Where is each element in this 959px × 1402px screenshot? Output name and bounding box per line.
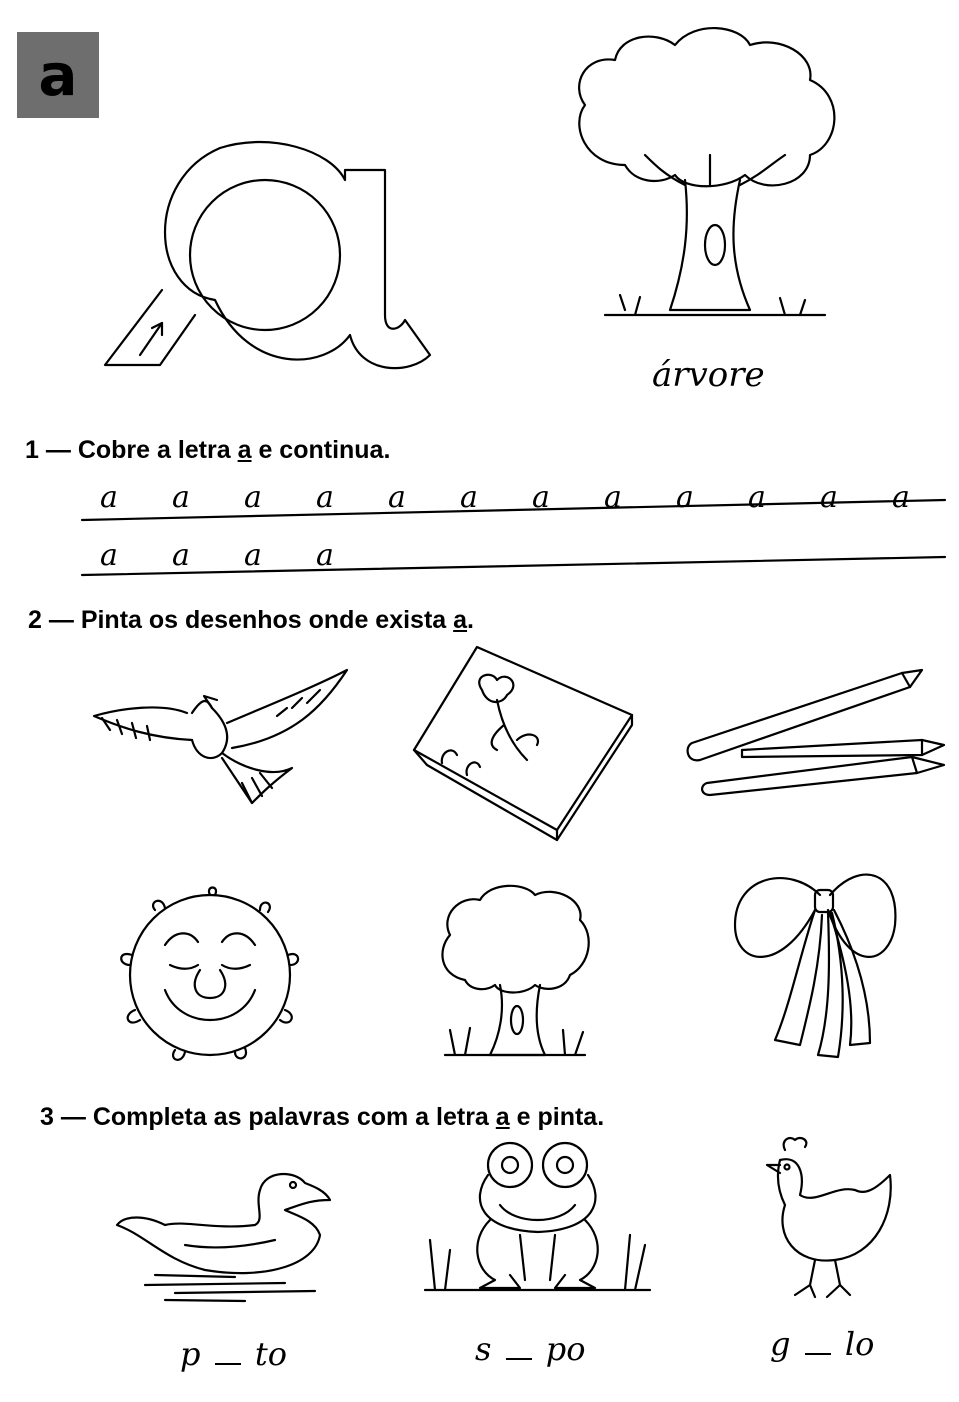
exercise2-text-before: Pinta os desenhos onde exista xyxy=(80,606,454,634)
tree-icon xyxy=(565,15,855,335)
trace-letter: a xyxy=(892,480,910,515)
exercise3-heading: 3 — Completa as palavras com a letra a e pinta. xyxy=(40,1103,605,1131)
duck-drawing[interactable] xyxy=(115,1165,340,1305)
word-blank-3 xyxy=(770,1325,874,1363)
bow-drawing[interactable] xyxy=(730,865,900,1060)
exercise2-number: 2 xyxy=(28,606,42,634)
exercise3-text-after: e pinta. xyxy=(509,1103,605,1131)
exercise1-number: 1 xyxy=(25,436,39,464)
word-end: po xyxy=(545,1330,586,1368)
trace-letter: a xyxy=(172,480,190,515)
exercise2-heading: 2 — Pinta os desenhos onde exista a. xyxy=(28,606,474,634)
sun-drawing[interactable] xyxy=(110,880,310,1070)
writing-line-2 xyxy=(80,555,950,580)
exercise1-heading: 1 — Cobre a letra a e continua. xyxy=(25,436,391,464)
trace-letter: a xyxy=(172,538,190,573)
trace-letter: a xyxy=(532,480,550,515)
trace-letter: a xyxy=(244,538,262,573)
book-drawing[interactable] xyxy=(412,645,637,840)
trace-letter: a xyxy=(316,480,334,515)
exercise2-letter: a xyxy=(453,606,468,634)
word-blank-2 xyxy=(475,1330,586,1368)
writing-line-1 xyxy=(80,498,950,528)
word-end: to xyxy=(254,1335,287,1373)
exercise1-text-before: Cobre a letra xyxy=(77,436,238,464)
trace-letter: a xyxy=(388,480,406,515)
header-word: árvore xyxy=(652,355,765,395)
trace-letter: a xyxy=(244,480,262,515)
exercise3-number: 3 xyxy=(40,1103,54,1131)
exercise1-text-after: e continua. xyxy=(251,436,391,464)
pencils-drawing[interactable] xyxy=(682,665,952,800)
word-end: lo xyxy=(844,1325,875,1363)
blank-slot[interactable] xyxy=(506,1358,532,1360)
trace-letter: a xyxy=(100,538,118,573)
frog-drawing[interactable] xyxy=(420,1140,655,1295)
word-start: s xyxy=(475,1330,492,1368)
letter-badge xyxy=(17,32,99,118)
word-start: p xyxy=(180,1335,201,1373)
trace-letter: a xyxy=(316,538,334,573)
hen-drawing[interactable] xyxy=(765,1135,900,1305)
badge-letter: a xyxy=(38,41,78,109)
tree-drawing[interactable] xyxy=(435,880,595,1060)
bird-drawing[interactable] xyxy=(92,668,352,808)
trace-letter: a xyxy=(460,480,478,515)
exercise3-text-before: Completa as palavras com a letra xyxy=(92,1103,496,1131)
trace-letter: a xyxy=(820,480,838,515)
exercise1-letter: a xyxy=(237,436,252,464)
word-start: g xyxy=(770,1325,791,1363)
trace-letter: a xyxy=(604,480,622,515)
exercise2-text-after: . xyxy=(467,606,474,634)
word-blank-1 xyxy=(180,1335,287,1373)
trace-letter: a xyxy=(100,480,118,515)
exercise3-letter: a xyxy=(495,1103,510,1131)
outline-letter-a xyxy=(100,140,440,380)
blank-slot[interactable] xyxy=(805,1353,831,1355)
trace-letter: a xyxy=(748,480,766,515)
trace-letter: a xyxy=(676,480,694,515)
blank-slot[interactable] xyxy=(215,1363,241,1365)
